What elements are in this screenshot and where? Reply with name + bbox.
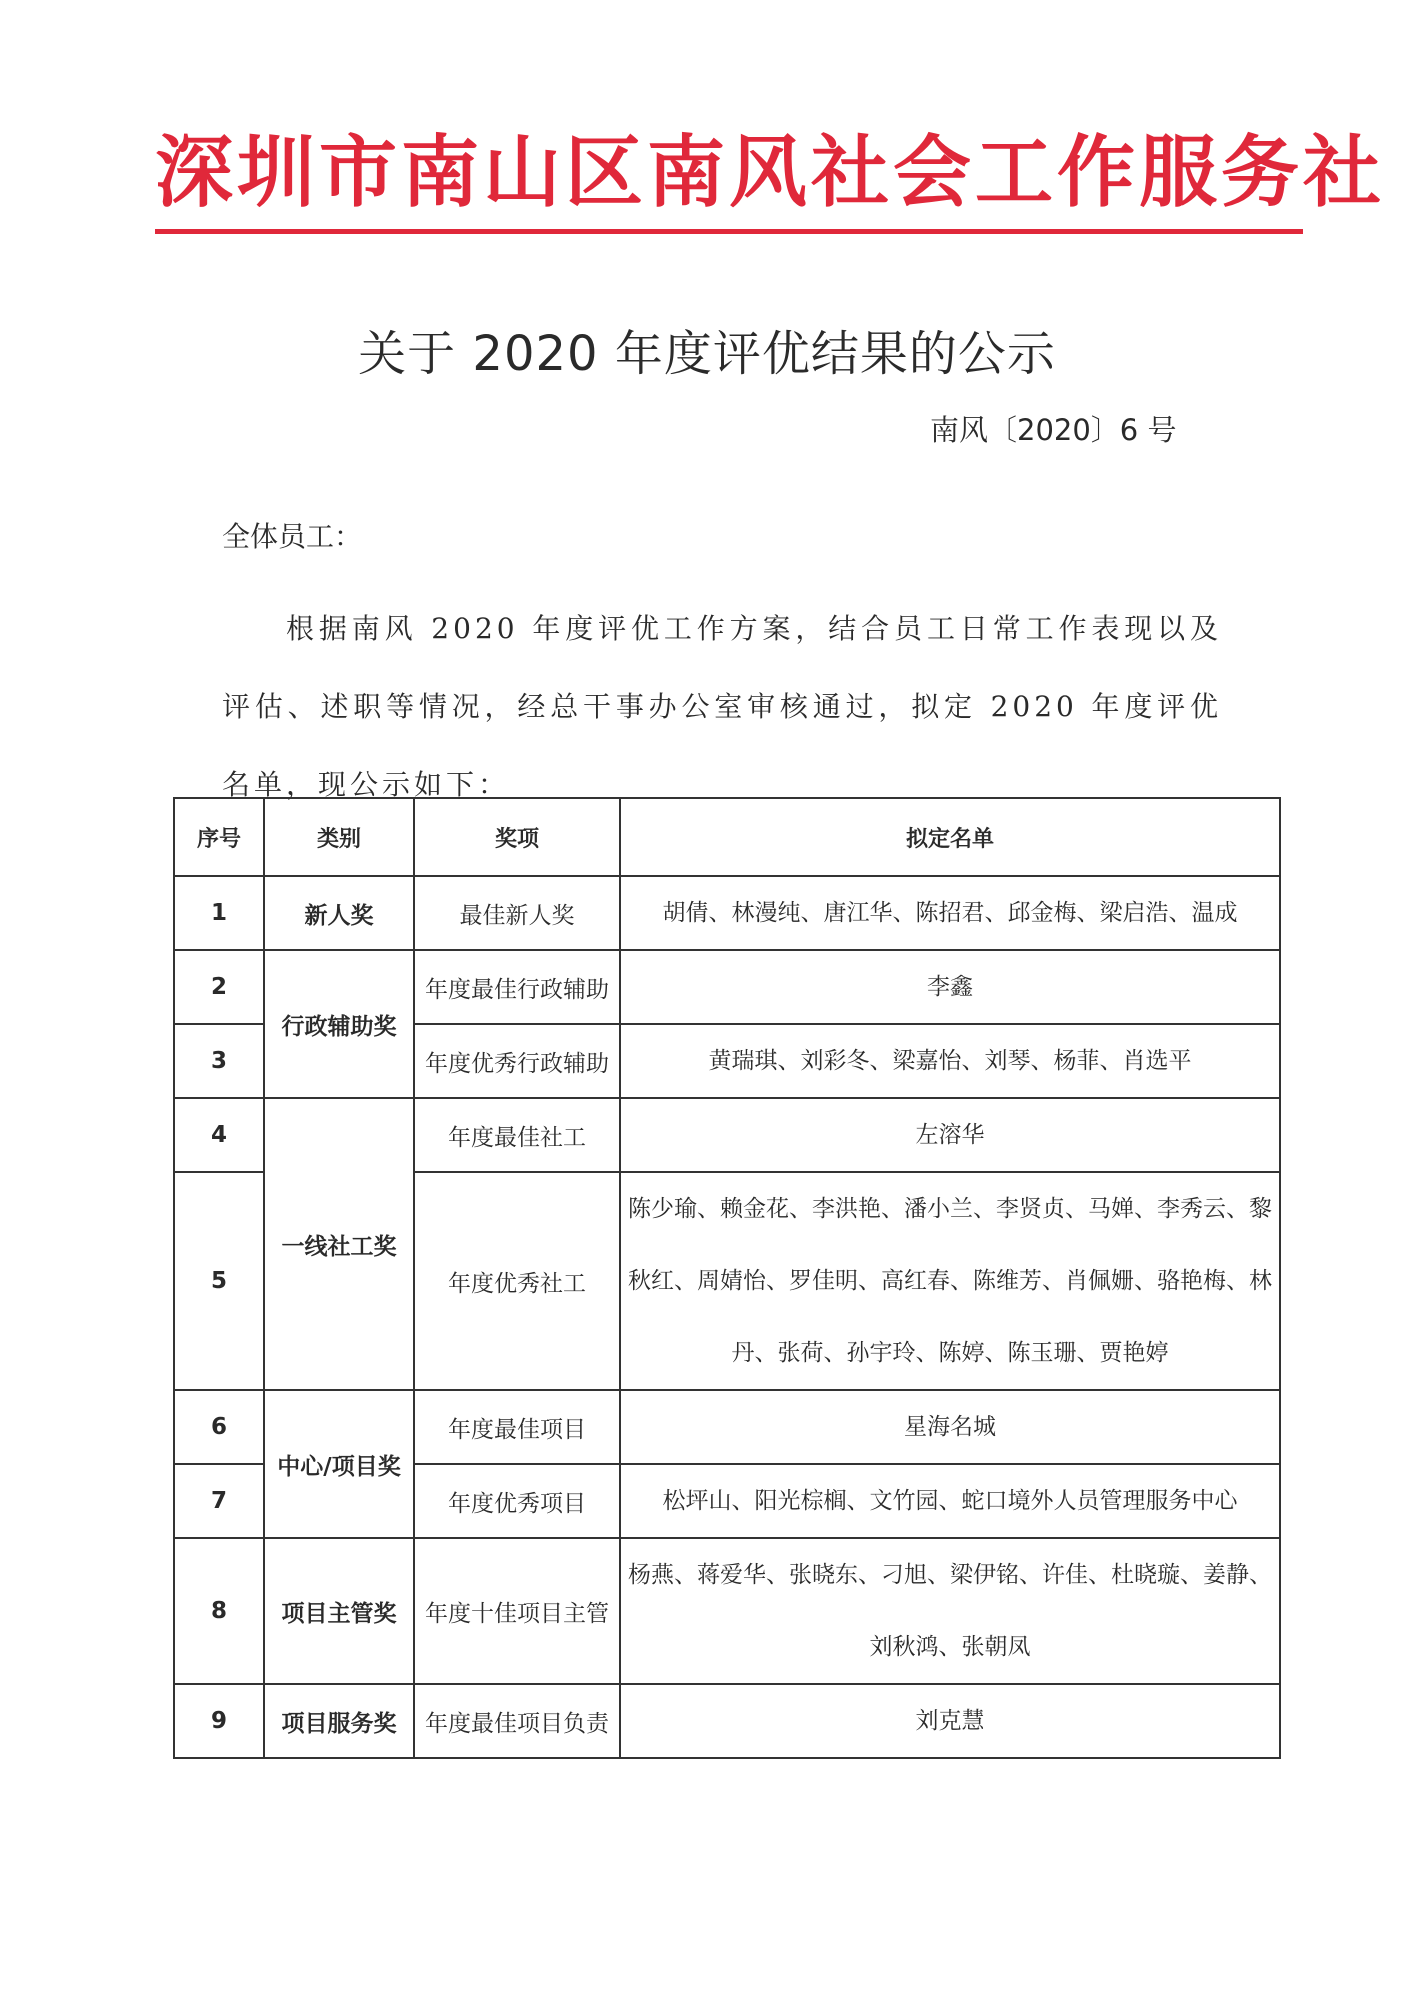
body-paragraph: 根据南风 2020 年度评优工作方案，结合员工日常工作表现以及评估、述职等情况，经总干事办公室审核通过，拟定 2020 年度评优名单，现公示如下： [222,612,1222,801]
row-award: 年度优秀项目 [414,1464,620,1538]
row-award: 年度最佳行政辅助 [414,950,620,1024]
row-idx: 2 [174,950,264,1024]
row-idx: 5 [174,1172,264,1390]
document-title: 关于 2020 年度评优结果的公示 [358,326,1056,382]
table-row [174,876,1280,950]
row-names: 陈少瑜、赖金花、李洪艳、潘小兰、李贤贞、马婵、李秀云、黎秋红、周婧怡、罗佳明、高红春、陈维芳、肖佩姗、骆艳梅、林丹、张荷、孙宇玲、陈婷、陈玉珊、贾艳婷 [620,1172,1280,1390]
row-idx: 1 [174,876,264,950]
row-category: 项目主管奖 [264,1538,414,1684]
row-award: 年度最佳项目 [414,1390,620,1464]
row-category: 中心/项目奖 [264,1390,414,1538]
row-category: 新人奖 [264,876,414,950]
awards-table [173,797,1281,1759]
row-award: 年度最佳项目负责 [414,1684,620,1758]
row-idx: 3 [174,1024,264,1098]
row-names: 刘克慧 [620,1684,1280,1758]
row-names: 星海名城 [620,1390,1280,1464]
row-award: 年度优秀行政辅助 [414,1024,620,1098]
document-number: 南风〔2020〕6 号 [930,413,1177,447]
table-row [174,1098,1280,1172]
row-names: 杨燕、蒋爱华、张晓东、刁旭、梁伊铭、许佳、杜晓璇、姜静、刘秋鸿、张朝凤 [620,1538,1280,1684]
table-row [174,1538,1280,1684]
row-category: 一线社工奖 [264,1098,414,1390]
header-idx: 序号 [174,798,264,876]
row-names: 胡倩、林漫纯、唐江华、陈招君、邱金梅、梁启浩、温成 [620,876,1280,950]
table-row [174,950,1280,1024]
table-row [174,1390,1280,1464]
letterhead-divider [155,229,1303,234]
header-award: 奖项 [414,798,620,876]
row-names: 黄瑞琪、刘彩冬、梁嘉怡、刘琴、杨菲、肖选平 [620,1024,1280,1098]
row-idx: 6 [174,1390,264,1464]
org-letterhead-title: 深圳市南山区南风社会工作服务社 [155,127,1386,218]
row-idx: 7 [174,1464,264,1538]
row-category: 行政辅助奖 [264,950,414,1098]
row-award: 年度最佳社工 [414,1098,620,1172]
row-names: 左溶华 [620,1098,1280,1172]
row-category: 项目服务奖 [264,1684,414,1758]
row-names: 李鑫 [620,950,1280,1024]
table-header-row [174,798,1280,876]
row-names: 松坪山、阳光棕榈、文竹园、蛇口境外人员管理服务中心 [620,1464,1280,1538]
row-idx: 4 [174,1098,264,1172]
table-row [174,1684,1280,1758]
row-award: 年度优秀社工 [414,1172,620,1390]
header-names: 拟定名单 [620,798,1280,876]
header-category: 类别 [264,798,414,876]
row-idx: 9 [174,1684,264,1758]
row-idx: 8 [174,1538,264,1684]
row-award: 年度十佳项目主管 [414,1538,620,1684]
row-award: 最佳新人奖 [414,876,620,950]
salutation: 全体员工： [222,520,363,553]
